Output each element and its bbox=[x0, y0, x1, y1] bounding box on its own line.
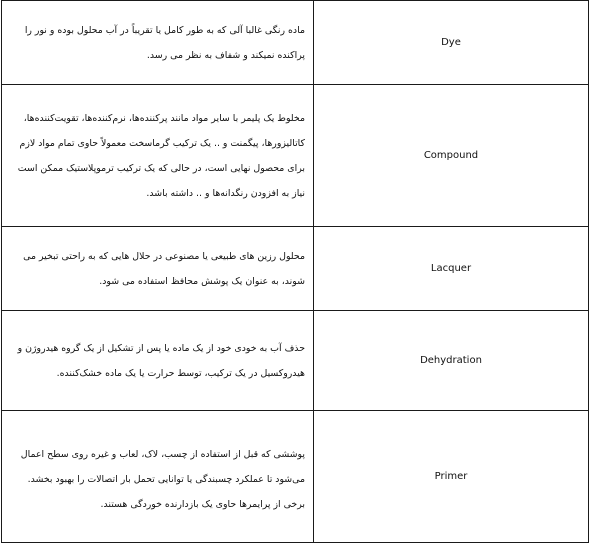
definition-cell: محلول رزین های طبیعی یا مصنوعی در حلال هایی که به راحتی تبخیر می شوند، به عنوان یک پوشش محافظ استفاده می شود. bbox=[2, 227, 314, 311]
glossary-table bbox=[1, 0, 589, 543]
table-row bbox=[2, 85, 589, 227]
definition-cell: پوششی که قبل از استفاده از چسب، لاک، لعاب و غیره روی سطح اعمال می‌شود تا عملکرد چسبندگی یا توانایی تحمل بار اتصالات را بهبود بخشد. برخی از پرایمرها حاوی یک بازدارنده خوردگی هستند. bbox=[2, 411, 314, 543]
table-row bbox=[2, 311, 589, 411]
table-row bbox=[2, 411, 589, 543]
table-row bbox=[2, 1, 589, 85]
term-cell: Dye bbox=[314, 1, 589, 85]
definition-cell: ماده رنگی غالبا آلی که به طور کامل یا تقریباً در آب محلول بوده و نور را پراکنده نمیکند و شفاف به نظر می رسد. bbox=[2, 1, 314, 85]
term-cell: Dehydration bbox=[314, 311, 589, 411]
term-cell: Compound bbox=[314, 85, 589, 227]
definition-cell: حذف آب به خودی خود از یک ماده یا پس از تشکیل از یک گروه هیدروژن و هیدروکسیل در یک ترکیب، توسط حرارت یا یک ماده خشک‌کننده. bbox=[2, 311, 314, 411]
term-cell: Primer bbox=[314, 411, 589, 543]
table-row bbox=[2, 227, 589, 311]
definition-cell: مخلوط یک پلیمر با سایر مواد مانند پرکننده‌ها، نرم‌کننده‌ها، تقویت‌کننده‌ها، کاتالیزورها، پیگمنت و .. یک ترکیب گرماسخت معمولاً حاوی تمام مواد لازم برای محصول نهایی است، در حالی که یک ترکیب ترموپلاستیک ممکن است نیاز به افزودن رنگدانه‌ها و .. داشته باشد. bbox=[2, 85, 314, 227]
term-cell: Lacquer bbox=[314, 227, 589, 311]
